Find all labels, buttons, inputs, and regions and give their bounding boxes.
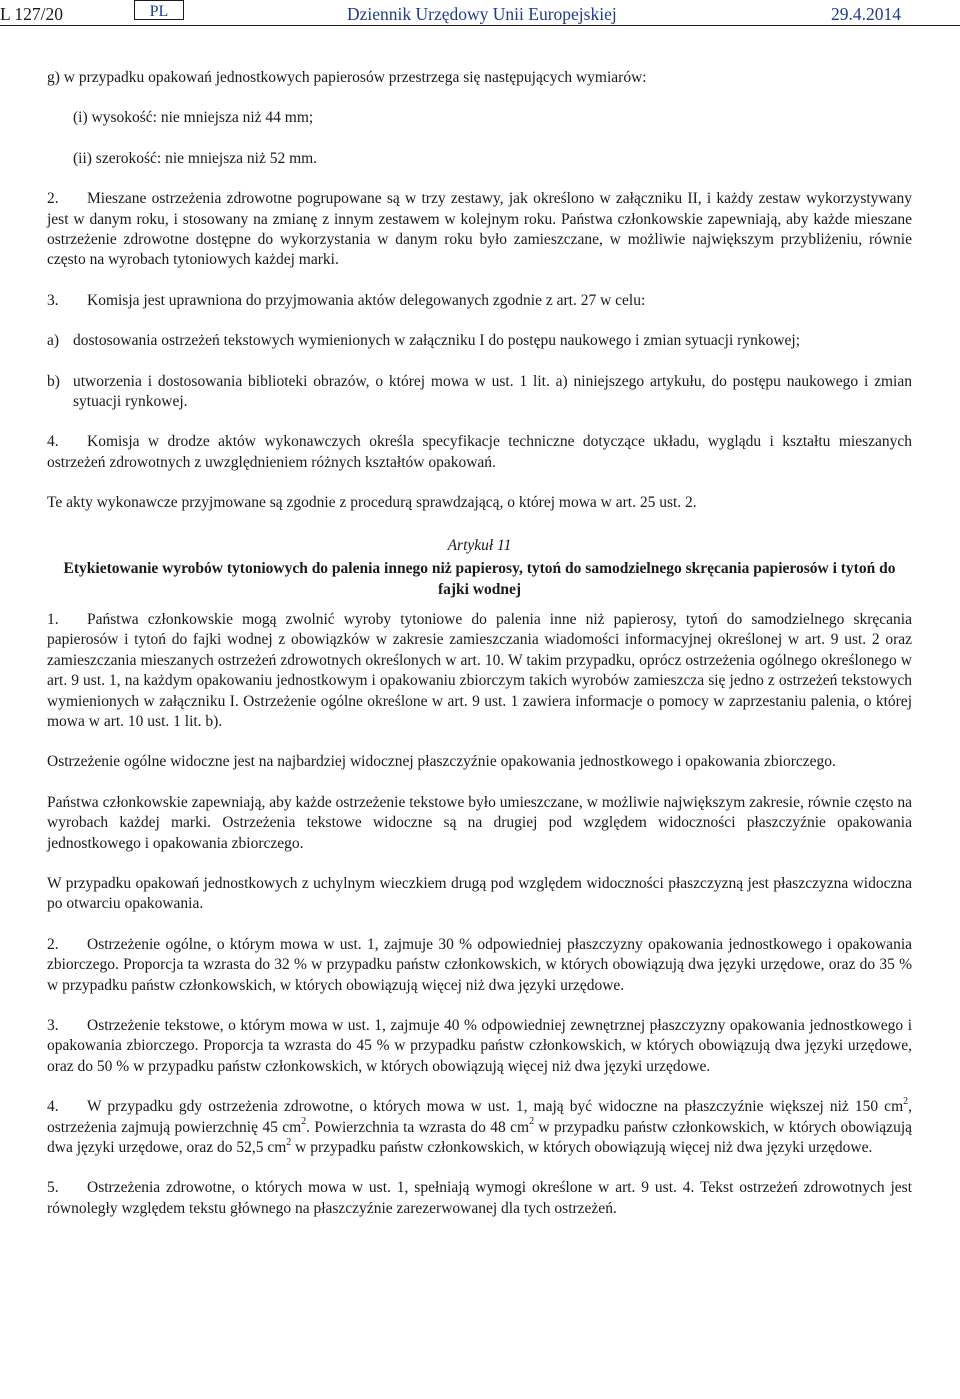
point-text: dostosowania ostrzeżeń tekstowych wymienionych w załączniku I do postępu naukowego i zmian sytuacji rynkowej;: [73, 332, 801, 350]
paragraph-number: 1.: [47, 610, 59, 628]
article-title: Etykietowanie wyrobów tytoniowych do palenia innego niż papierosy, tytoń do samodzielnego skręcania papierosów i tytoń do fajki wodnej: [63, 560, 896, 598]
point-a: [47, 331, 912, 351]
article-paragraph-4: [47, 1097, 912, 1158]
publication-date: 29.4.2014: [831, 4, 901, 24]
paragraph-4: [47, 432, 912, 473]
document-body: [47, 62, 912, 1219]
paragraph-text: Ostrzeżenie ogólne, o którym mowa w ust. 1, zajmuje 30 % odpowiedniej płaszczyzny opakowania jednostkowego i opakowania zbiorczego. Proporcja ta wzrasta do 32 % w przypadku państw członkowskich, w których obowiązują dwa języki urzędowe, oraz do 35 % w przypadku państw członkowskich, w których obowiązują więcej niż dwa języki urzędowe.: [47, 935, 912, 994]
paragraph-text: Komisja jest uprawniona do przyjmowania aktów delegowanych zgodnie z art. 27 w celu:: [87, 291, 646, 309]
paragraph-4-implementing: Te akty wykonawcze przyjmowane są zgodnie z procedurą sprawdzającą, o której mowa w art. 25 ust. 2.: [47, 494, 697, 512]
article-paragraph-1-sub-3: Państwa członkowskie zapewniają, aby każde ostrzeżenie tekstowe było umieszczane, w możliwie największym zakresie, równie często na wyrobach każdej marki. Ostrzeżenia tekstowe widoczne są na drugiej pod względem widoczności płaszczyźnie opakowania jednostkowego i opakowania zbiorczego.: [47, 793, 912, 852]
point-text: utworzenia i dostosowania biblioteki obrazów, o której mowa w ust. 1 lit. a) niniejszego artykułu, do postępu naukowego i zmian sytuacji rynkowej.: [73, 372, 912, 411]
paragraph-number: 5.: [47, 1179, 59, 1197]
superscript: 2: [903, 1096, 909, 1108]
article-number: Artykuł 11: [447, 536, 512, 554]
paragraph-3: [47, 291, 912, 311]
paragraph-number: 2.: [47, 190, 59, 208]
point-b: [47, 372, 912, 413]
paragraph-text-part: . Powierzchnia ta wzrasta do 48 cm: [306, 1118, 530, 1136]
header-divider: [0, 25, 960, 26]
journal-title: Dziennik Urzędowy Unii Europejskiej: [347, 4, 617, 24]
paragraph-text-part: w przypadku państw członkowskich, w których obowiązują więcej niż dwa języki urzędowe.: [291, 1139, 873, 1157]
paragraph-text-part: w przypadku państw członkowskich, w których obowiązują dwa języki urzędowe, oraz do 52,5 cm: [47, 1118, 913, 1157]
paragraph-text: Ostrzeżenie tekstowe, o którym mowa w ust. 1, zajmuje 40 % odpowiedniej zewnętrznej płaszczyzny opakowania jednostkowego i opakowania zbiorczego. Proporcja ta wzrasta do 45 % w przypadku państw członkowskich, w których obowiązują dwa języki urzędowe, oraz do 50 % w przypadku państw członkowskich, w których obowiązują więcej niż dwa języki urzędowe.: [47, 1017, 912, 1075]
language-code: PL: [149, 3, 169, 20]
point-g-intro: g) w przypadku opakowań jednostkowych papierosów przestrzega się następujących wymiarów:: [47, 69, 647, 86]
paragraph-number: 4.: [47, 433, 59, 451]
paragraph-text: Mieszane ostrzeżenia zdrowotne pogrupowane są w trzy zestawy, jak określono w załączniku II, i każdy zestaw wykorzystywany jest w danym roku, i stosowany na zmianę z innym zestawem w kolejnym roku. Państwa członkowskie zapewniają, aby każde mieszane ostrzeżenie zdrowotne dostępne do wykorzystania w danym roku było zamieszczane, w możliwie największym przybliżeniu, równie często na wyrobach tytoniowych każdej marki.: [47, 190, 912, 269]
article-paragraph-5: [47, 1178, 912, 1219]
paragraph-text: Ostrzeżenia zdrowotne, o których mowa w ust. 1, spełniają wymogi określone w art. 9 ust. 4. Tekst ostrzeżeń zdrowotnych jest równoległy względem tekstu głównego na płaszczyźnie zarezerwowanej dla tych ostrzeżeń.: [47, 1179, 912, 1217]
article-paragraph-2: [47, 935, 912, 996]
point-label: a): [47, 332, 60, 350]
paragraph-number: 4.: [47, 1098, 59, 1116]
point-label: b): [47, 372, 60, 390]
paragraph-text-part: W przypadku gdy ostrzeżenia zdrowotne, o których mowa w ust. 1, mają być widoczne na płaszczyźnie większej niż 150 cm: [87, 1098, 904, 1116]
paragraph-2: [47, 189, 912, 271]
paragraph-text-part: , ostrzeżenia zajmują powierzchnię 45 cm: [47, 1098, 912, 1136]
paragraph-text: Państwa członkowskie mogą zwolnić wyroby tytoniowe do palenia inne niż papierosy, tytoń do samodzielnego skręcania papierosów i tytoń do fajki wodnej z obowiązków w zakresie zamieszczania wiadomości informacyjnej określonej w art. 9 ust. 2 oraz zamieszczania mieszanych ostrzeżeń zdrowotnych określonych w art. 10. W takim przypadku, oprócz ostrzeżenia ogólnego określonego w art. 9 ust. 1, na każdym opakowaniu jednostkowym i opakowaniu zbiorczym takich wyrobów zamieszcza się jedno z ostrzeżeń tekstowych wymienionych w załączniku I. Ostrzeżenie ogólne określone w art. 9 ust. 1 zawiera informacje o pomocy w zaprzestaniu palenia, o której mowa w art. 10 ust. 1 lit. b).: [47, 610, 912, 730]
point-g-ii: (ii) szerokość: nie mniejsza niż 52 mm.: [73, 149, 318, 167]
paragraph-number: 3.: [47, 291, 59, 309]
language-badge: [134, 0, 184, 20]
superscript: 2: [301, 1116, 307, 1128]
superscript: 2: [286, 1136, 292, 1148]
article-paragraph-1-sub-4: W przypadku opakowań jednostkowych z uchylnym wieczkiem drugą pod względem widoczności płaszczyzną jest płaszczyzna widoczna po otwarciu opakowania.: [47, 874, 912, 913]
page-reference: L 127/20: [0, 4, 64, 24]
article-paragraph-1-sub-2: Ostrzeżenie ogólne widoczne jest na najbardziej widocznej płaszczyźnie opakowania jednostkowego i opakowania zbiorczego.: [47, 753, 836, 771]
superscript: 2: [529, 1116, 535, 1128]
page-header: [0, 0, 960, 30]
paragraph-text: Komisja w drodze aktów wykonawczych określa specyfikacje techniczne dotyczące układu, wyglądu i kształtu mieszanych ostrzeżeń zdrowotnych z uwzględnieniem różnych kształtów opakowań.: [47, 433, 912, 471]
paragraph-number: 3.: [47, 1017, 59, 1034]
article-paragraph-3: [47, 1016, 912, 1077]
article-paragraph-1: [47, 610, 912, 732]
paragraph-number: 2.: [47, 935, 59, 953]
point-g-i: (i) wysokość: nie mniejsza niż 44 mm;: [73, 109, 314, 127]
